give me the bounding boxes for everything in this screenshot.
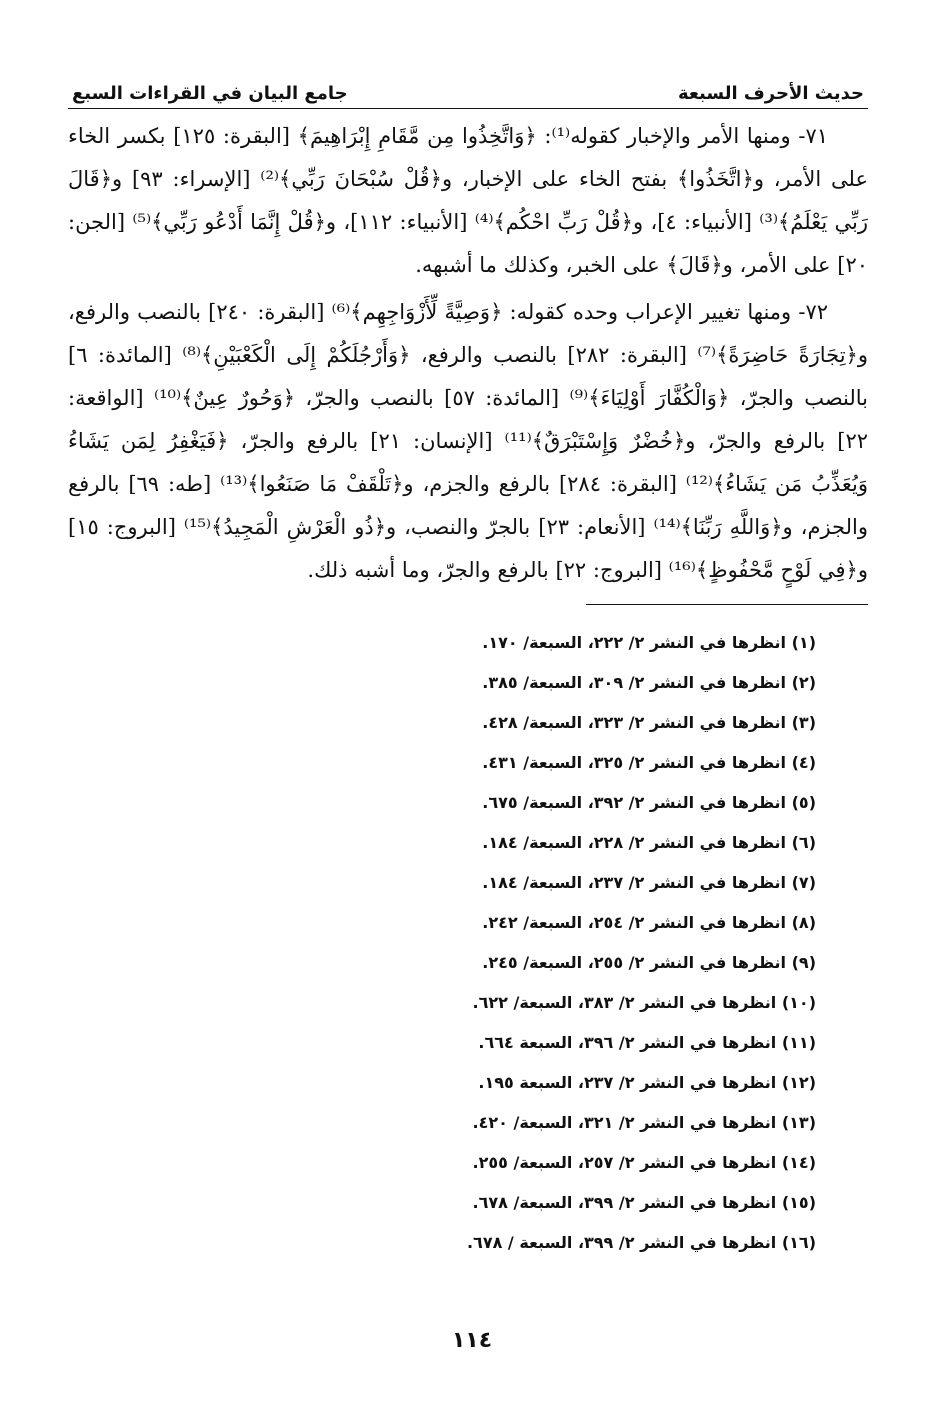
footnote-15: (١٥) انظرها في النشر ٢/ ٣٩٩، السبعة/ ٦٧٨. bbox=[472, 1193, 816, 1212]
footnote-1: (١) انظرها في النشر ٢/ ٢٢٢، السبعة/ ١٧٠. bbox=[482, 633, 816, 652]
footnote-separator bbox=[586, 604, 868, 605]
footnote-3: (٣) انظرها في النشر ٢/ ٣٢٣، السبعة/ ٤٢٨. bbox=[482, 713, 816, 732]
footnote-8: (٨) انظرها في النشر ٢/ ٢٥٤، السبعة/ ٢٤٢. bbox=[482, 913, 816, 932]
footnote-13: (١٣) انظرها في النشر ٢/ ٣٢١، السبعة/ ٤٢٠. bbox=[472, 1113, 816, 1132]
footnote-2: (٢) انظرها في النشر ٢/ ٣٠٩، السبعة/ ٣٨٥. bbox=[482, 673, 816, 692]
footnote-14: (١٤) انظرها في النشر ٢/ ٢٥٧، السبعة/ ٢٥٥. bbox=[472, 1153, 816, 1172]
footnote-9: (٩) انظرها في النشر ٢/ ٢٥٥، السبعة/ ٢٤٥. bbox=[482, 953, 816, 972]
running-head bbox=[68, 60, 868, 109]
footnote-10: (١٠) انظرها في النشر ٢/ ٣٨٣، السبعة/ ٦٢٢. bbox=[472, 993, 816, 1012]
paragraph-71: ٧١- ومنها الأمر والإخبار كقوله⁽¹⁾: ﴿وَاتَّخِذُوا مِن مَّقَامِ إِبْرَاهِيمَ﴾ [البقرة: ١٢٥] بكسر الخاء على الأمر، و﴿اتَّخَذُوا﴾ بفتح الخاء على الإخبار، و﴿قُلْ سُبْحَانَ رَبِّي﴾⁽²⁾ [الإسراء: ٩٣] و﴿قَالَ رَبِّي يَعْلَمُ﴾⁽³⁾ [الأنبياء: ٤]، و﴿قُلْ رَبِّ احْكُم﴾⁽⁴⁾ [الأنبياء: ١١٢]، و﴿قُلْ إِنَّمَا أَدْعُو رَبِّي﴾⁽⁵⁾ [الجن: ٢٠] على الأمر، و﴿قَالَ﴾ على الخبر، وكذلك ما أشبهه. bbox=[68, 124, 868, 277]
footnote-16: (١٦) انظرها في النشر ٢/ ٣٩٩، السبعة / ٦٧٨. bbox=[466, 1233, 816, 1252]
footnotes-list bbox=[68, 623, 868, 1263]
footnote-11: (١١) انظرها في النشر ٢/ ٣٩٦، السبعة ٦٦٤. bbox=[478, 1033, 816, 1052]
footnote-6: (٦) انظرها في النشر ٢/ ٢٢٨، السبعة/ ١٨٤. bbox=[482, 833, 816, 852]
chapter-title: حديث الأحرف السبعة bbox=[677, 83, 864, 104]
footnote-12: (١٢) انظرها في النشر ٢/ ٢٣٧، السبعة ١٩٥. bbox=[478, 1073, 816, 1092]
book-page bbox=[68, 60, 868, 1263]
book-title: جامع البيان في القراءات السبع bbox=[72, 83, 348, 104]
paragraph-72: ٧٢- ومنها تغيير الإعراب وحده كقوله: ﴿وَصِيَّةً لِّأَزْوَاجِهِم﴾⁽⁶⁾ [البقرة: ٢٤٠] بالنصب والرفع، و﴿تِجَارَةً حَاضِرَةً﴾⁽⁷⁾ [البقرة: ٢٨٢] بالنصب والرفع، ﴿وَأَرْجُلَكُمْ إِلَى الْكَعْبَيْنِ﴾⁽⁸⁾ [المائدة: ٦] بالنصب والجرّ، ﴿وَالْكُفَّارَ أَوْلِيَاءَ﴾⁽⁹⁾ [المائدة: ٥٧] بالنصب والجرّ، ﴿وَحُورٌ عِينٌ﴾⁽¹⁰⁾ [الواقعة: ٢٢] بالرفع والجرّ، و﴿خُضْرٌ وَإِسْتَبْرَقٌ﴾⁽¹¹⁾ [الإنسان: ٢١] بالرفع والجرّ، ﴿فَيَغْفِرُ لِمَن يَشَاءُ وَيُعَذِّبُ مَن يَشَاءُ﴾⁽¹²⁾ [البقرة: ٢٨٤] بالرفع والجزم، و﴿تَلْقَفْ مَا صَنَعُوا﴾⁽¹³⁾ [طه: ٦٩] بالرفع والجزم، و﴿وَاللَّهِ رَبِّنَا﴾⁽¹⁴⁾ [الأنعام: ٢٣] بالجرّ والنصب، و﴿ذُو الْعَرْشِ الْمَجِيدُ﴾⁽¹⁵⁾ [البروج: ١٥] و﴿فِي لَوْحٍ مَّحْفُوظٍ﴾⁽¹⁶⁾ [البروج: ٢٢] بالرفع والجرّ، وما أشبه ذلك. bbox=[68, 300, 869, 582]
footnote-5: (٥) انظرها في النشر ٢/ ٣٩٢، السبعة/ ٦٧٥. bbox=[482, 793, 816, 812]
footnote-7: (٧) انظرها في النشر ٢/ ٢٣٧، السبعة/ ١٨٤. bbox=[482, 873, 816, 892]
footnote-4: (٤) انظرها في النشر ٢/ ٣٢٥، السبعة/ ٤٣١. bbox=[482, 753, 816, 772]
main-text bbox=[68, 115, 868, 592]
page-number: ١١٤ bbox=[451, 1328, 493, 1353]
